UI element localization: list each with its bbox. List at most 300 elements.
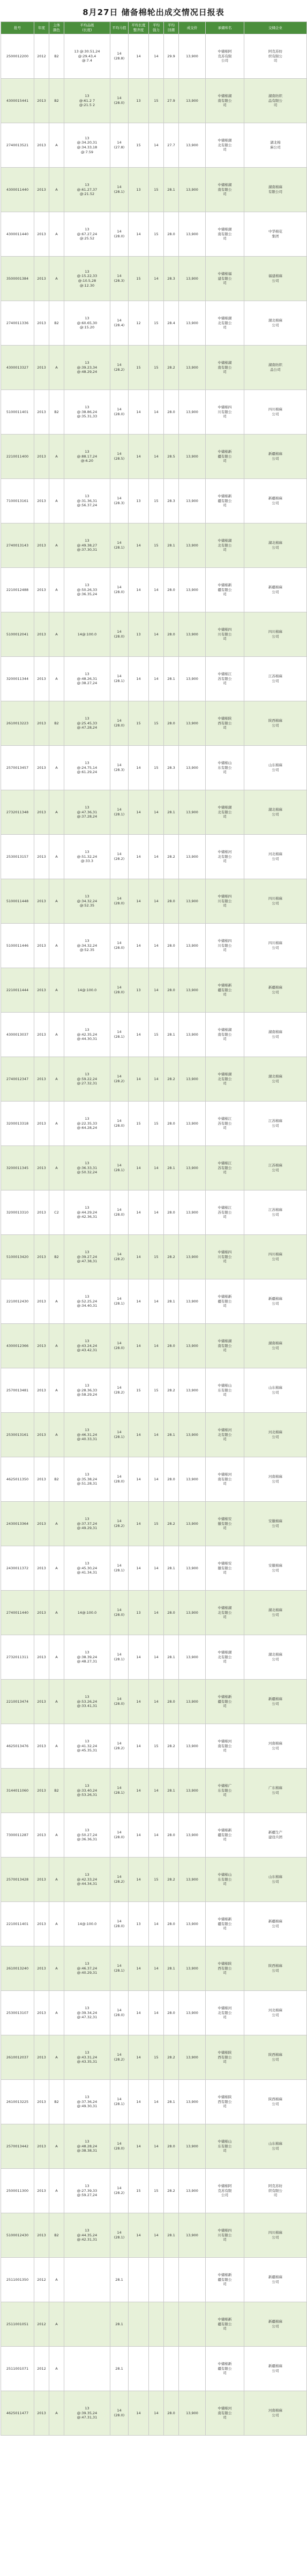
color-grade-cell: A: [49, 257, 64, 301]
table-row: [1, 168, 307, 212]
table-row: [1, 1946, 307, 1991]
strength-cell: 14: [149, 1324, 164, 1368]
warehouse-name-cell: 中储棉湖 南有限公 司: [206, 1324, 244, 1368]
strength-cell: 14: [149, 1635, 164, 1680]
moisture-cell: 28.0: [164, 1324, 179, 1368]
warehouse-name-cell: 中储棉阿 克苏有限 公司: [206, 2169, 244, 2213]
moisture-cell: 28.3: [164, 479, 179, 523]
warehouse-name-cell: 中储棉湖 南有限公 司: [206, 346, 244, 390]
strength-cell: 15: [149, 1724, 164, 1769]
deal-price-cell: 13,900: [179, 2391, 206, 2436]
crop-year-cell: 2013: [34, 123, 49, 168]
warehouse-name-cell: 中储棉河 南有限公 司: [206, 2391, 244, 2436]
grade-distribution-cell: 13 @:50.26,33 @:36.35,24: [64, 568, 110, 612]
micronaire-cell: 14 (28.4): [110, 301, 129, 346]
moisture-cell: 28.0: [164, 701, 179, 746]
length-uniformity-cell: 14: [129, 2124, 149, 2169]
table-row: [1, 1724, 307, 1769]
lot-number-cell: 2530013157: [1, 835, 34, 879]
grade-distribution-cell: 13 @:31.36,31 @:56.37,24: [64, 479, 110, 523]
column-header: 承储库名: [206, 22, 244, 34]
micronaire-cell: 14 (28.1): [110, 1546, 129, 1591]
column-header: 平均 回潮: [164, 22, 179, 34]
strength-cell: 15: [149, 2035, 164, 2080]
table-row: [1, 2302, 307, 2347]
micronaire-cell: 14 (28.0): [110, 2391, 129, 2436]
length-uniformity-cell: 14: [129, 1324, 149, 1368]
length-uniformity-cell: 14: [129, 1991, 149, 2035]
column-header: 平均品级 (长度): [64, 22, 110, 34]
crop-year-cell: 2013: [34, 301, 49, 346]
lot-number-cell: 2570013481: [1, 1368, 34, 1413]
color-grade-cell: A: [49, 790, 64, 835]
strength-cell: 15: [149, 2169, 164, 2213]
column-header: 交储企业: [244, 22, 307, 34]
length-uniformity-cell: 14: [129, 1946, 149, 1991]
moisture-cell: 28.3: [164, 257, 179, 301]
strength-cell: 15: [149, 301, 164, 346]
lot-number-cell: 5100012430: [1, 2213, 34, 2258]
enterprise-name-cell: 新疆棉麻 公司: [244, 968, 307, 1013]
moisture-cell: 28.0: [164, 2124, 179, 2169]
color-grade-cell: A: [49, 1546, 64, 1591]
deal-price-cell: 13,900: [179, 435, 206, 479]
lot-number-cell: 4300015441: [1, 79, 34, 123]
enterprise-name-cell: 江苏棉麻 公司: [244, 1190, 307, 1235]
micronaire-cell: 14 (28.0): [110, 1902, 129, 1946]
enterprise-name-cell: 江苏棉麻 公司: [244, 1146, 307, 1190]
micronaire-cell: 14 (28.8): [110, 34, 129, 79]
color-grade-cell: B2: [49, 2213, 64, 2258]
table-row: [1, 1057, 307, 1102]
table-row: [1, 657, 307, 701]
enterprise-name-cell: 河南棉麻 公司: [244, 2391, 307, 2436]
length-uniformity-cell: 15: [129, 2169, 149, 2213]
moisture-cell: 28.2: [164, 2035, 179, 2080]
enterprise-name-cell: 新疆棉麻 公司: [244, 2347, 307, 2391]
enterprise-name-cell: 河北棉麻 公司: [244, 1413, 307, 1457]
strength-cell: 14: [149, 1279, 164, 1324]
enterprise-name-cell: 福建棉麻 公司: [244, 257, 307, 301]
moisture-cell: 28.1: [164, 2213, 179, 2258]
length-uniformity-cell: 15: [129, 346, 149, 390]
color-grade-cell: A: [49, 1279, 64, 1324]
moisture-cell: 28.2: [164, 1724, 179, 1769]
micronaire-cell: 14 (28.0): [110, 390, 129, 435]
table-row: [1, 1146, 307, 1190]
table-row: [1, 34, 307, 79]
lot-number-cell: 4300012366: [1, 1324, 34, 1368]
color-grade-cell: A: [49, 479, 64, 523]
color-grade-cell: B2: [49, 1457, 64, 1502]
warehouse-name-cell: 中储棉湖 南有限公 司: [206, 212, 244, 257]
color-grade-cell: A: [49, 2347, 64, 2391]
lot-number-cell: 2740011440: [1, 1591, 34, 1635]
crop-year-cell: 2013: [34, 479, 49, 523]
warehouse-name-cell: 中储棉阿 克苏有限 公司: [206, 34, 244, 79]
lot-number-cell: 2740013521: [1, 123, 34, 168]
warehouse-name-cell: 中储棉安 徽有限公 司: [206, 1502, 244, 1546]
deal-price-cell: 13,900: [179, 479, 206, 523]
color-grade-cell: A: [49, 612, 64, 657]
moisture-cell: 28.1: [164, 1279, 179, 1324]
lot-number-cell: 2610012037: [1, 2035, 34, 2080]
enterprise-name-cell: 湖南纺织 品公司: [244, 346, 307, 390]
color-grade-cell: B2: [49, 2080, 64, 2124]
color-grade-cell: A: [49, 2258, 64, 2302]
grade-distribution-cell: 13 @:33.40,24 @:53.26,31: [64, 1769, 110, 1813]
table-row: [1, 257, 307, 301]
deal-price-cell: 13,900: [179, 657, 206, 701]
micronaire-cell: 14 (27.8): [110, 123, 129, 168]
warehouse-name-cell: 中储棉河 北有限公 司: [206, 1991, 244, 2035]
warehouse-name-cell: 中储棉山 东有限公 司: [206, 1368, 244, 1413]
crop-year-cell: 2013: [34, 1057, 49, 1102]
enterprise-name-cell: 新疆棉麻 公司: [244, 2258, 307, 2302]
table-row: [1, 2080, 307, 2124]
moisture-cell: 28.1: [164, 1946, 179, 1991]
length-uniformity-cell: 14: [129, 1235, 149, 1279]
strength-cell: 14: [149, 612, 164, 657]
table-row: [1, 1635, 307, 1680]
crop-year-cell: 2013: [34, 1680, 49, 1724]
moisture-cell: 28.1: [164, 2080, 179, 2124]
color-grade-cell: B2: [49, 390, 64, 435]
strength-cell: 15: [149, 523, 164, 568]
transaction-table: [1, 21, 307, 2436]
enterprise-name-cell: 河北棉麻 公司: [244, 835, 307, 879]
lot-number-cell: 5100011448: [1, 879, 34, 924]
micronaire-cell: 14 (28.0): [110, 1102, 129, 1146]
crop-year-cell: 2013: [34, 1546, 49, 1591]
crop-year-cell: 2013: [34, 79, 49, 123]
warehouse-name-cell: 中储棉湖 南有限公 司: [206, 79, 244, 123]
length-uniformity-cell: 14: [129, 1858, 149, 1902]
moisture-cell: 28.0: [164, 968, 179, 1013]
deal-price-cell: [179, 2258, 206, 2302]
color-grade-cell: A: [49, 1413, 64, 1457]
micronaire-cell: 14 (28.0): [110, 212, 129, 257]
deal-price-cell: 13,900: [179, 1724, 206, 1769]
grade-distribution-cell: 13 @:15.22,33 @:10.5,28 @:12.30: [64, 257, 110, 301]
color-grade-cell: A: [49, 1324, 64, 1368]
lot-number-cell: 2570013442: [1, 2124, 34, 2169]
deal-price-cell: 13,900: [179, 835, 206, 879]
deal-price-cell: 13,900: [179, 1413, 206, 1457]
color-grade-cell: A: [49, 835, 64, 879]
lot-number-cell: 2610013223: [1, 701, 34, 746]
table-header-row: [1, 22, 307, 34]
enterprise-name-cell: 山东棉麻 公司: [244, 1368, 307, 1413]
lot-number-cell: 5100012041: [1, 612, 34, 657]
warehouse-name-cell: 中储棉四 川有限公 司: [206, 879, 244, 924]
grade-distribution-cell: 13 @:41.32,24 @:45.35,31: [64, 1724, 110, 1769]
crop-year-cell: 2013: [34, 1279, 49, 1324]
column-header: 平均马值: [110, 22, 129, 34]
strength-cell: 15: [149, 1013, 164, 1057]
lot-number-cell: 2570013428: [1, 1858, 34, 1902]
column-header: 年度: [34, 22, 49, 34]
micronaire-cell: 14 (28.0): [110, 701, 129, 746]
lot-number-cell: 2610013240: [1, 1946, 34, 1991]
table-row: [1, 2213, 307, 2258]
length-uniformity-cell: 14: [129, 2213, 149, 2258]
table-row: [1, 523, 307, 568]
deal-price-cell: 13,900: [179, 1902, 206, 1946]
enterprise-name-cell: 新疆生产 建设兵团: [244, 1813, 307, 1858]
crop-year-cell: 2013: [34, 1724, 49, 1769]
enterprise-name-cell: 四川棉麻 公司: [244, 879, 307, 924]
length-uniformity-cell: 14: [129, 1680, 149, 1724]
warehouse-name-cell: 中储棉湖 北有限公 司: [206, 523, 244, 568]
color-grade-cell: B2: [49, 301, 64, 346]
strength-cell: 15: [149, 1368, 164, 1413]
length-uniformity-cell: 13: [129, 1902, 149, 1946]
strength-cell: 14: [149, 123, 164, 168]
color-grade-cell: A: [49, 924, 64, 968]
lot-number-cell: 2530013107: [1, 1991, 34, 2035]
table-row: [1, 479, 307, 523]
deal-price-cell: 13,900: [179, 123, 206, 168]
length-uniformity-cell: 15: [129, 123, 149, 168]
grade-distribution-cell: 13 @:53.26,24 @:33.41,31: [64, 1680, 110, 1724]
lot-number-cell: 2732011348: [1, 790, 34, 835]
strength-cell: 14: [149, 1680, 164, 1724]
crop-year-cell: 2013: [34, 1946, 49, 1991]
strength-cell: 14: [149, 2124, 164, 2169]
deal-price-cell: 13,900: [179, 1324, 206, 1368]
strength-cell: 14: [149, 2391, 164, 2436]
grade-distribution-cell: 13 @:39.27,24 @:47.38,31: [64, 1235, 110, 1279]
strength-cell: 14: [149, 1457, 164, 1502]
deal-price-cell: 13,900: [179, 1013, 206, 1057]
crop-year-cell: 2013: [34, 1858, 49, 1902]
grade-distribution-cell: 13 @:46.37,24 @:40.29,31: [64, 1946, 110, 1991]
lot-number-cell: 2511001350: [1, 2258, 34, 2302]
crop-year-cell: 2012: [34, 34, 49, 79]
color-grade-cell: B2: [49, 34, 64, 79]
enterprise-name-cell: 湖北棉麻 公司: [244, 790, 307, 835]
crop-year-cell: 2013: [34, 1591, 49, 1635]
moisture-cell: 28.0: [164, 2391, 179, 2436]
moisture-cell: 29.9: [164, 34, 179, 79]
warehouse-name-cell: 中储棉四 川有限公 司: [206, 924, 244, 968]
grade-distribution-cell: [64, 2347, 110, 2391]
enterprise-name-cell: 四川棉麻 公司: [244, 612, 307, 657]
moisture-cell: 28.1: [164, 1013, 179, 1057]
strength-cell: 14: [149, 968, 164, 1013]
table-row: [1, 1546, 307, 1591]
deal-price-cell: 13,900: [179, 2080, 206, 2124]
lot-number-cell: 2210011401: [1, 1902, 34, 1946]
lot-number-cell: 5100011446: [1, 924, 34, 968]
lot-number-cell: 2210012430: [1, 1279, 34, 1324]
moisture-cell: 28.1: [164, 1413, 179, 1457]
enterprise-name-cell: 山东棉麻 公司: [244, 1858, 307, 1902]
strength-cell: [149, 2347, 164, 2391]
micronaire-cell: 14 (28.2): [110, 1724, 129, 1769]
micronaire-cell: 14 (28.2): [110, 1368, 129, 1413]
table-body: [1, 34, 307, 2436]
warehouse-name-cell: 中储棉新 疆有限公 司: [206, 435, 244, 479]
lot-number-cell: 2500011300: [1, 2169, 34, 2213]
strength-cell: 14: [149, 390, 164, 435]
table-row: [1, 1457, 307, 1502]
warehouse-name-cell: 中储棉陕 西有限公 司: [206, 2035, 244, 2080]
deal-price-cell: 13,900: [179, 1279, 206, 1324]
length-uniformity-cell: 14: [129, 212, 149, 257]
strength-cell: 14: [149, 1190, 164, 1235]
strength-cell: 14: [149, 1902, 164, 1946]
lot-number-cell: 2530013161: [1, 1413, 34, 1457]
strength-cell: 14: [149, 435, 164, 479]
warehouse-name-cell: 中储棉新 疆有限公 司: [206, 1279, 244, 1324]
table-row: [1, 1902, 307, 1946]
color-grade-cell: A: [49, 657, 64, 701]
enterprise-name-cell: 江苏棉麻 公司: [244, 657, 307, 701]
deal-price-cell: 13,900: [179, 1235, 206, 1279]
table-row: [1, 746, 307, 790]
color-grade-cell: A: [49, 1635, 64, 1680]
length-uniformity-cell: 14: [129, 1146, 149, 1190]
enterprise-name-cell: 中华棉花 集团: [244, 212, 307, 257]
moisture-cell: 28.1: [164, 1146, 179, 1190]
color-grade-cell: A: [49, 1813, 64, 1858]
table-row: [1, 435, 307, 479]
enterprise-name-cell: 四川棉麻 公司: [244, 924, 307, 968]
enterprise-name-cell: 湖南纺织 品有限公 司: [244, 79, 307, 123]
enterprise-name-cell: 河南棉麻 公司: [244, 1457, 307, 1502]
moisture-cell: 28.0: [164, 1591, 179, 1635]
deal-price-cell: 13,900: [179, 1991, 206, 2035]
crop-year-cell: 2013: [34, 2124, 49, 2169]
micronaire-cell: 14 (28.0): [110, 79, 129, 123]
length-uniformity-cell: 14: [129, 1057, 149, 1102]
moisture-cell: 28.0: [164, 390, 179, 435]
crop-year-cell: 2013: [34, 1324, 49, 1368]
deal-price-cell: 13,900: [179, 1946, 206, 1991]
micronaire-cell: 14 (28.2): [110, 835, 129, 879]
grade-distribution-cell: 13 @:30.51,24 @:29.43,4 @:7.4: [64, 34, 110, 79]
grade-distribution-cell: 13 @:37.36,24 @:49.30,31: [64, 2080, 110, 2124]
crop-year-cell: 2013: [34, 1146, 49, 1190]
moisture-cell: 28.0: [164, 1813, 179, 1858]
crop-year-cell: 2013: [34, 1457, 49, 1502]
table-row: [1, 1368, 307, 1413]
crop-year-cell: 2013: [34, 968, 49, 1013]
deal-price-cell: 13,900: [179, 1368, 206, 1413]
deal-price-cell: 13,900: [179, 1146, 206, 1190]
color-grade-cell: A: [49, 346, 64, 390]
grade-distribution-cell: 13 @:60.65,30 @:15.20: [64, 301, 110, 346]
grade-distribution-cell: 13 @:61.2 7 @:21.5 2: [64, 79, 110, 123]
strength-cell: 15: [149, 212, 164, 257]
strength-cell: 14: [149, 1591, 164, 1635]
enterprise-name-cell: 新疆棉麻 公司: [244, 2302, 307, 2347]
crop-year-cell: 2013: [34, 1902, 49, 1946]
warehouse-name-cell: 中储棉江 苏有限公 司: [206, 657, 244, 701]
color-grade-cell: A: [49, 968, 64, 1013]
enterprise-name-cell: 江苏棉麻 公司: [244, 1102, 307, 1146]
color-grade-cell: A: [49, 746, 64, 790]
deal-price-cell: 13,900: [179, 1813, 206, 1858]
grade-distribution-cell: 13 @:88.17,24 @:6.20: [64, 435, 110, 479]
crop-year-cell: 2012: [34, 2258, 49, 2302]
lot-number-cell: 7100013161: [1, 479, 34, 523]
table-row: [1, 968, 307, 1013]
grade-distribution-cell: 13 @:37.37,24 @:49.29,31: [64, 1502, 110, 1546]
grade-distribution-cell: 13 @:34.32,24 @:52.35: [64, 879, 110, 924]
color-grade-cell: A: [49, 2124, 64, 2169]
length-uniformity-cell: 14: [129, 1413, 149, 1457]
crop-year-cell: 2013: [34, 1190, 49, 1235]
warehouse-name-cell: 中储棉新 疆有限公 司: [206, 568, 244, 612]
strength-cell: 15: [149, 1502, 164, 1546]
warehouse-name-cell: 中储棉陕 西有限公 司: [206, 701, 244, 746]
micronaire-cell: 14 (28.1): [110, 790, 129, 835]
color-grade-cell: A: [49, 1991, 64, 2035]
grade-distribution-cell: 13 @:45.30,24 @:41.34,31: [64, 1546, 110, 1591]
lot-number-cell: 2570013457: [1, 746, 34, 790]
color-grade-cell: C2: [49, 1190, 64, 1235]
lot-number-cell: 7300011287: [1, 1813, 34, 1858]
lot-number-cell: 3200013310: [1, 1190, 34, 1235]
deal-price-cell: 13,900: [179, 2213, 206, 2258]
strength-cell: 14: [149, 879, 164, 924]
grade-distribution-cell: [64, 2258, 110, 2302]
warehouse-name-cell: 中储棉四 川有限公 司: [206, 1235, 244, 1279]
table-row: [1, 1858, 307, 1902]
micronaire-cell: 14 (28.0): [110, 1457, 129, 1502]
lot-number-cell: 4300013037: [1, 1013, 34, 1057]
length-uniformity-cell: 15: [129, 701, 149, 746]
color-grade-cell: A: [49, 1724, 64, 1769]
deal-price-cell: 13,900: [179, 346, 206, 390]
enterprise-name-cell: 新疆棉麻 公司: [244, 1279, 307, 1324]
color-grade-cell: A: [49, 568, 64, 612]
column-header: 平均长度 整齐度: [129, 22, 149, 34]
micronaire-cell: 14 (28.1): [110, 2213, 129, 2258]
length-uniformity-cell: 14: [129, 1813, 149, 1858]
lot-number-cell: 2511001071: [1, 2347, 34, 2391]
moisture-cell: 28.0: [164, 1190, 179, 1235]
strength-cell: 15: [149, 1102, 164, 1146]
crop-year-cell: 2013: [34, 523, 49, 568]
warehouse-name-cell: 中储棉新 疆有限公 司: [206, 2258, 244, 2302]
deal-price-cell: 13,900: [179, 168, 206, 212]
enterprise-name-cell: 安徽棉麻 公司: [244, 1546, 307, 1591]
crop-year-cell: 2013: [34, 835, 49, 879]
micronaire-cell: 28.1: [110, 2347, 129, 2391]
moisture-cell: 28.2: [164, 2169, 179, 2213]
crop-year-cell: 2012: [34, 2347, 49, 2391]
moisture-cell: [164, 2347, 179, 2391]
strength-cell: 14: [149, 1946, 164, 1991]
lot-number-cell: 3200011344: [1, 657, 34, 701]
enterprise-name-cell: 湖北棉麻 公司: [244, 1591, 307, 1635]
deal-price-cell: 13,900: [179, 212, 206, 257]
deal-price-cell: 13,900: [179, 257, 206, 301]
moisture-cell: 28.2: [164, 1502, 179, 1546]
micronaire-cell: 14 (28.1): [110, 1769, 129, 1813]
deal-price-cell: 13,900: [179, 701, 206, 746]
grade-distribution-cell: 14@:100.0: [64, 968, 110, 1013]
table-row: [1, 701, 307, 746]
lot-number-cell: 3144011060: [1, 1769, 34, 1813]
table-row: [1, 1680, 307, 1724]
warehouse-name-cell: 中储棉新 疆有限公 司: [206, 1902, 244, 1946]
grade-distribution-cell: 13 @:42.33,24 @:44.34,31: [64, 1858, 110, 1902]
